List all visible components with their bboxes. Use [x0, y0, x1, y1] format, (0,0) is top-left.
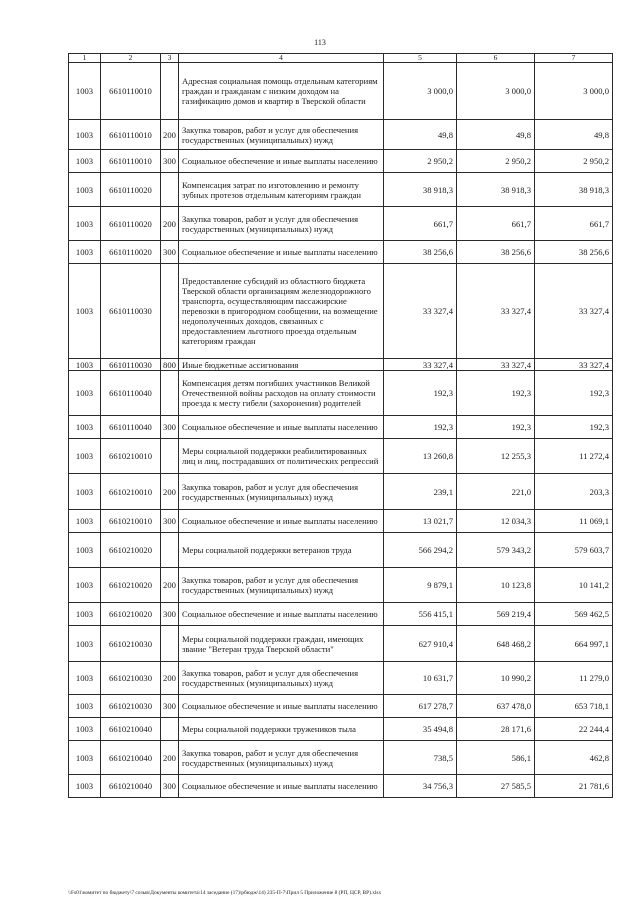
item-name: Социальное обеспечение и иные выплаты населению: [179, 775, 384, 798]
item-name: Социальное обеспечение и иные выплаты населению: [179, 416, 384, 439]
amount-col7: 49,8: [535, 120, 613, 150]
table-row: [69, 173, 613, 207]
target-article-code: 6610110030: [101, 264, 161, 359]
item-name: Закупка товаров, работ и услуг для обеспечения государственных (муниципальных) нужд: [179, 474, 384, 510]
file-path-footer: \\Fs01\комитет по бюджету\7 созыв\Документы комитета\14 заседание (17)\рбюдж\14) 235-П-7\Прил 5 Приложение 8 (РП, ЦСР, ВР).xlsx: [68, 890, 382, 896]
section-code: 1003: [69, 264, 101, 359]
amount-col7: 21 781,6: [535, 775, 613, 798]
expense-type-code: 300: [161, 775, 179, 798]
target-article-code: 6610110040: [101, 371, 161, 416]
section-code: 1003: [69, 63, 101, 120]
section-code: 1003: [69, 603, 101, 626]
amount-col6: 33 327,4: [457, 264, 535, 359]
amount-col7: 192,3: [535, 371, 613, 416]
amount-col7: 569 462,5: [535, 603, 613, 626]
target-article-code: 6610110010: [101, 63, 161, 120]
table-row: [69, 533, 613, 568]
expense-type-code: 300: [161, 416, 179, 439]
target-article-code: 6610210010: [101, 439, 161, 474]
item-name: Закупка товаров, работ и услуг для обеспечения государственных (муниципальных) нужд: [179, 741, 384, 775]
table-row: [69, 63, 613, 120]
amount-col6: 637 478,0: [457, 695, 535, 718]
amount-col7: 579 603,7: [535, 533, 613, 568]
amount-col7: 38 918,3: [535, 173, 613, 207]
amount-col5: 9 879,1: [384, 568, 457, 603]
section-code: 1003: [69, 568, 101, 603]
expense-type-code: 200: [161, 741, 179, 775]
expense-type-code: [161, 264, 179, 359]
item-name: Социальное обеспечение и иные выплаты населению: [179, 510, 384, 533]
item-name: Адресная социальная помощь отдельным категориям граждан и гражданам с низким доходом на газификацию домов и квартир в Тверской области: [179, 63, 384, 120]
table-row: [69, 264, 613, 359]
amount-col6: 38 918,3: [457, 173, 535, 207]
amount-col7: 2 950,2: [535, 150, 613, 173]
amount-col5: 556 415,1: [384, 603, 457, 626]
expense-type-code: [161, 63, 179, 120]
page-number: 113: [314, 38, 326, 47]
amount-col5: 33 327,4: [384, 359, 457, 371]
amount-col7: 11 069,1: [535, 510, 613, 533]
table-row: [69, 241, 613, 264]
amount-col5: 35 494,8: [384, 718, 457, 741]
expense-type-code: 200: [161, 207, 179, 241]
item-name: Закупка товаров, работ и услуг для обеспечения государственных (муниципальных) нужд: [179, 662, 384, 695]
expense-type-code: 200: [161, 662, 179, 695]
amount-col5: 192,3: [384, 416, 457, 439]
section-code: 1003: [69, 207, 101, 241]
target-article-code: 6610210020: [101, 603, 161, 626]
table-row: [69, 568, 613, 603]
expense-type-code: [161, 626, 179, 662]
column-number: 7: [535, 54, 613, 63]
amount-col7: 3 000,0: [535, 63, 613, 120]
amount-col7: 22 244,4: [535, 718, 613, 741]
table-row: [69, 207, 613, 241]
column-number: 2: [101, 54, 161, 63]
amount-col6: 49,8: [457, 120, 535, 150]
column-number: 4: [179, 54, 384, 63]
amount-col6: 661,7: [457, 207, 535, 241]
table-row: [69, 120, 613, 150]
section-code: 1003: [69, 120, 101, 150]
amount-col5: 617 278,7: [384, 695, 457, 718]
target-article-code: 6610110010: [101, 120, 161, 150]
table-row: [69, 359, 613, 371]
target-article-code: 6610210010: [101, 474, 161, 510]
amount-col6: 192,3: [457, 416, 535, 439]
target-article-code: 6610110020: [101, 241, 161, 264]
amount-col7: 11 279,0: [535, 662, 613, 695]
amount-col5: 661,7: [384, 207, 457, 241]
target-article-code: 6610210020: [101, 568, 161, 603]
amount-col7: 10 141,2: [535, 568, 613, 603]
table-row: [69, 474, 613, 510]
amount-col5: 566 294,2: [384, 533, 457, 568]
amount-col5: 13 021,7: [384, 510, 457, 533]
column-number: 3: [161, 54, 179, 63]
amount-col7: 203,3: [535, 474, 613, 510]
section-code: 1003: [69, 359, 101, 371]
amount-col5: 738,5: [384, 741, 457, 775]
item-name: Закупка товаров, работ и услуг для обеспечения государственных (муниципальных) нужд: [179, 207, 384, 241]
table-row: [69, 775, 613, 798]
section-code: 1003: [69, 510, 101, 533]
amount-col6: 28 171,6: [457, 718, 535, 741]
expense-type-code: 200: [161, 568, 179, 603]
item-name: Закупка товаров, работ и услуг для обеспечения государственных (муниципальных) нужд: [179, 120, 384, 150]
table-row: [69, 626, 613, 662]
column-number: 5: [384, 54, 457, 63]
amount-col6: 192,3: [457, 371, 535, 416]
table-row: [69, 439, 613, 474]
table-row: [69, 371, 613, 416]
amount-col6: 648 468,2: [457, 626, 535, 662]
target-article-code: 6610210040: [101, 741, 161, 775]
amount-col6: 27 585,5: [457, 775, 535, 798]
expense-type-code: 300: [161, 241, 179, 264]
amount-col6: 10 990,2: [457, 662, 535, 695]
item-name: Меры социальной поддержки реабилитированных лиц и лиц, пострадавших от политических репрессий: [179, 439, 384, 474]
section-code: 1003: [69, 416, 101, 439]
item-name: Меры социальной поддержки ветеранов труда: [179, 533, 384, 568]
amount-col7: 462,8: [535, 741, 613, 775]
amount-col5: 192,3: [384, 371, 457, 416]
expense-type-code: 300: [161, 510, 179, 533]
section-code: 1003: [69, 662, 101, 695]
amount-col6: 3 000,0: [457, 63, 535, 120]
table-row: [69, 662, 613, 695]
budget-table: [68, 53, 613, 798]
expense-type-code: 300: [161, 603, 179, 626]
budget-table-body: [69, 54, 613, 798]
amount-col7: 653 718,1: [535, 695, 613, 718]
item-name: Иные бюджетные ассигнования: [179, 359, 384, 371]
expense-type-code: [161, 533, 179, 568]
target-article-code: 6610210020: [101, 533, 161, 568]
section-code: 1003: [69, 533, 101, 568]
amount-col7: 664 997,1: [535, 626, 613, 662]
table-row: [69, 695, 613, 718]
expense-type-code: 200: [161, 474, 179, 510]
section-code: 1003: [69, 775, 101, 798]
expense-type-code: 300: [161, 695, 179, 718]
target-article-code: 6610110010: [101, 150, 161, 173]
target-article-code: 6610210010: [101, 510, 161, 533]
target-article-code: 6610210040: [101, 775, 161, 798]
column-number: 6: [457, 54, 535, 63]
table-row: [69, 741, 613, 775]
amount-col6: 10 123,8: [457, 568, 535, 603]
item-name: Компенсация затрат по изготовлению и ремонту зубных протезов отдельным категориям граждан: [179, 173, 384, 207]
expense-type-code: [161, 173, 179, 207]
item-name: Социальное обеспечение и иные выплаты населению: [179, 603, 384, 626]
table-row: [69, 718, 613, 741]
amount-col7: 38 256,6: [535, 241, 613, 264]
amount-col5: 38 918,3: [384, 173, 457, 207]
amount-col6: 12 255,3: [457, 439, 535, 474]
amount-col6: 579 343,2: [457, 533, 535, 568]
expense-type-code: 300: [161, 150, 179, 173]
table-row: [69, 416, 613, 439]
amount-col5: 38 256,6: [384, 241, 457, 264]
amount-col5: 2 950,2: [384, 150, 457, 173]
table-row: [69, 603, 613, 626]
section-code: 1003: [69, 626, 101, 662]
target-article-code: 6610210040: [101, 718, 161, 741]
amount-col6: 12 034,3: [457, 510, 535, 533]
item-name: Закупка товаров, работ и услуг для обеспечения государственных (муниципальных) нужд: [179, 568, 384, 603]
amount-col7: 192,3: [535, 416, 613, 439]
amount-col7: 11 272,4: [535, 439, 613, 474]
amount-col6: 33 327,4: [457, 359, 535, 371]
section-code: 1003: [69, 741, 101, 775]
amount-col5: 33 327,4: [384, 264, 457, 359]
amount-col5: 627 910,4: [384, 626, 457, 662]
column-number-header: [69, 54, 613, 63]
section-code: 1003: [69, 474, 101, 510]
section-code: 1003: [69, 173, 101, 207]
item-name: Компенсация детям погибших участников Великой Отечественной войны расходов на оплату стоимости проезда к месту гибели (захоронения) родителей: [179, 371, 384, 416]
amount-col6: 38 256,6: [457, 241, 535, 264]
item-name: Меры социальной поддержки тружеников тыла: [179, 718, 384, 741]
section-code: 1003: [69, 439, 101, 474]
amount-col7: 33 327,4: [535, 264, 613, 359]
amount-col5: 49,8: [384, 120, 457, 150]
item-name: Социальное обеспечение и иные выплаты населению: [179, 241, 384, 264]
expense-type-code: 200: [161, 120, 179, 150]
target-article-code: 6610210030: [101, 626, 161, 662]
target-article-code: 6610110040: [101, 416, 161, 439]
amount-col7: 33 327,4: [535, 359, 613, 371]
amount-col6: 221,0: [457, 474, 535, 510]
section-code: 1003: [69, 150, 101, 173]
target-article-code: 6610210030: [101, 695, 161, 718]
amount-col5: 3 000,0: [384, 63, 457, 120]
section-code: 1003: [69, 241, 101, 264]
target-article-code: 6610110020: [101, 207, 161, 241]
table-row: [69, 510, 613, 533]
item-name: Социальное обеспечение и иные выплаты населению: [179, 695, 384, 718]
amount-col5: 13 260,8: [384, 439, 457, 474]
expense-type-code: 800: [161, 359, 179, 371]
section-code: 1003: [69, 371, 101, 416]
item-name: Социальное обеспечение и иные выплаты населению: [179, 150, 384, 173]
column-number: 1: [69, 54, 101, 63]
amount-col7: 661,7: [535, 207, 613, 241]
target-article-code: 6610110020: [101, 173, 161, 207]
item-name: Меры социальной поддержки граждан, имеющих звание "Ветеран труда Тверской области": [179, 626, 384, 662]
amount-col5: 34 756,3: [384, 775, 457, 798]
amount-col5: 10 631,7: [384, 662, 457, 695]
item-name: Предоставление субсидий из областного бюджета Тверской области организациям железнодорожного транспорта, осуществляющим пассажирские перевозки в пригородном сообщении, на возмещение недополученных доходов, связанных с предоставлением льготного проезда отдельным категориям граждан: [179, 264, 384, 359]
section-code: 1003: [69, 695, 101, 718]
amount-col6: 569 219,4: [457, 603, 535, 626]
target-article-code: 6610210030: [101, 662, 161, 695]
amount-col6: 586,1: [457, 741, 535, 775]
expense-type-code: [161, 371, 179, 416]
section-code: 1003: [69, 718, 101, 741]
table-row: [69, 150, 613, 173]
amount-col6: 2 950,2: [457, 150, 535, 173]
expense-type-code: [161, 439, 179, 474]
expense-type-code: [161, 718, 179, 741]
amount-col5: 239,1: [384, 474, 457, 510]
target-article-code: 6610110030: [101, 359, 161, 371]
